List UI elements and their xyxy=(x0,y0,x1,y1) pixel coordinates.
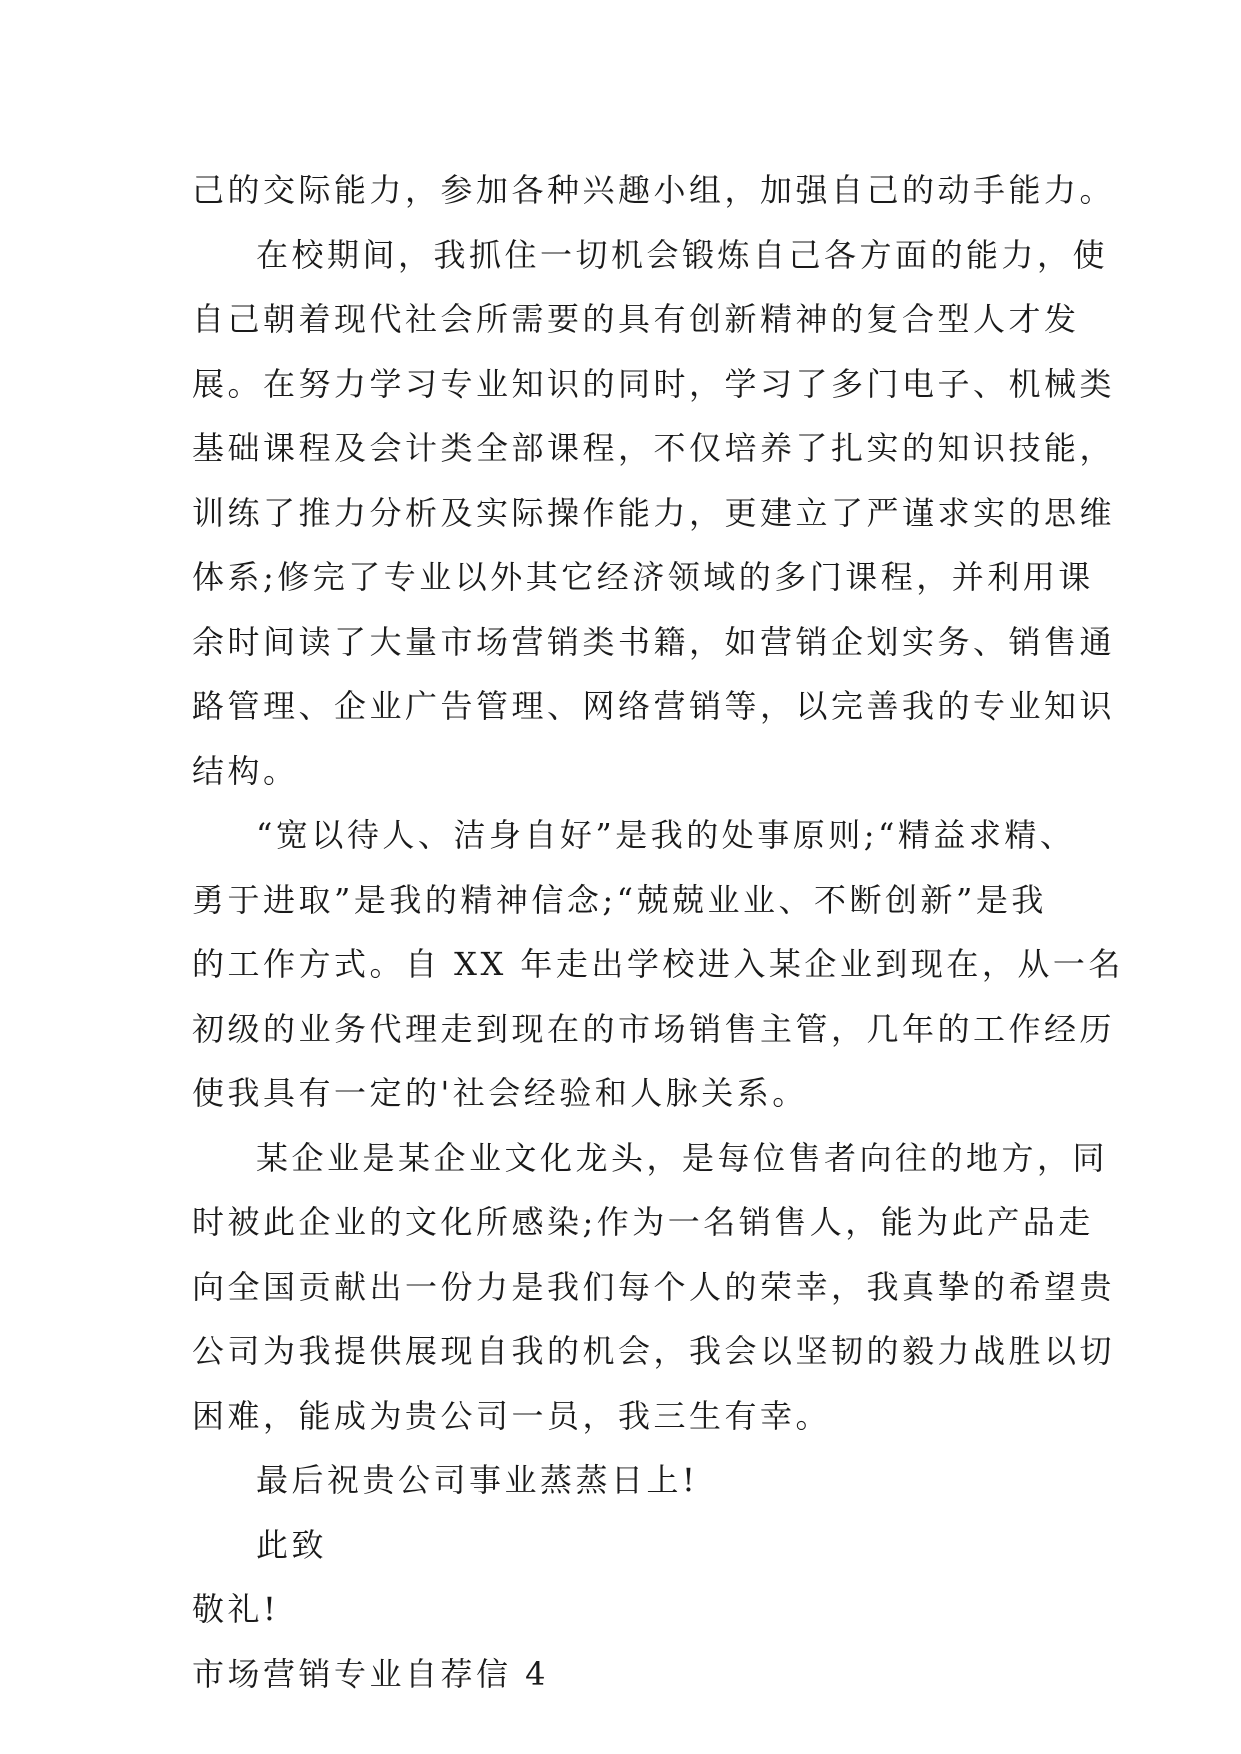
text-line: “宽以待人、洁身自好”是我的处事原则;“精益求精、 xyxy=(256,816,1076,854)
paragraph xyxy=(192,803,1124,1126)
text-line: 向全国贡献出一份力是我们每个人的荣幸，我真挚的希望贵 xyxy=(192,1267,1116,1306)
text-line: 路管理、企业广告管理、网络营销等，以完善我的专业知识 xyxy=(192,687,1116,725)
text-line: 自己朝着现代社会所需要的具有创新精神的复合型人才发 xyxy=(192,300,1080,338)
text-line: 己的交际能力，参加各种兴趣小组，加强自己的动手能力。 xyxy=(192,171,1116,209)
text-line: 结构。 xyxy=(192,751,299,790)
text-line: 敬礼! xyxy=(192,1590,280,1628)
text-line: 在校期间，我抓住一切机会锻炼自己各方面的能力，使 xyxy=(256,235,1109,274)
paragraph xyxy=(192,1126,1116,1449)
text-line: 使我具有一定的'社会经验和人脉关系。 xyxy=(192,1074,808,1112)
paragraph xyxy=(192,1448,1072,1513)
text-line: 此致 xyxy=(256,1525,328,1564)
text-line: 某企业是某企业文化龙头，是每位售者向往的地方，同 xyxy=(256,1138,1109,1177)
text-line: 勇于进取”是我的精神信念;“兢兢业业、不断创新”是我 xyxy=(192,880,1047,919)
text-line: 最后祝贵公司事业蒸蒸日上! xyxy=(256,1461,699,1499)
text-line: 余时间读了大量市场营销类书籍，如营销企划实务、销售通 xyxy=(192,622,1116,661)
document-body xyxy=(192,158,1124,1706)
text-line: 公司为我提供展现自我的机会，我会以坚韧的毅力战胜以切 xyxy=(192,1332,1116,1370)
paragraph xyxy=(192,223,1116,804)
text-line: 训练了推力分析及实际操作能力，更建立了严谨求实的思维 xyxy=(192,493,1116,532)
text-line: 的工作方式。自 XX 年走出学校进入某企业到现在，从一名 xyxy=(192,945,1124,983)
paragraph xyxy=(192,1577,1072,1642)
text-line: 时被此企业的文化所感染;作为一名销售人，能为此产品走 xyxy=(192,1203,1094,1241)
paragraph xyxy=(192,158,1116,223)
paragraph xyxy=(192,1513,1072,1578)
text-line: 展。在努力学习专业知识的同时，学习了多门电子、机械类 xyxy=(192,364,1116,403)
text-line: 困难，能成为贵公司一员，我三生有幸。 xyxy=(192,1396,832,1435)
text-line: 市场营销专业自荐信 4 xyxy=(192,1654,550,1693)
text-line: 体系;修完了专业以外其它经济领域的多门课程，并利用课 xyxy=(192,558,1094,596)
paragraph xyxy=(192,1642,1072,1707)
text-line: 初级的业务代理走到现在的市场销售主管，几年的工作经历 xyxy=(192,1009,1116,1048)
text-line: 基础课程及会计类全部课程，不仅培养了扎实的知识技能， xyxy=(192,429,1116,467)
